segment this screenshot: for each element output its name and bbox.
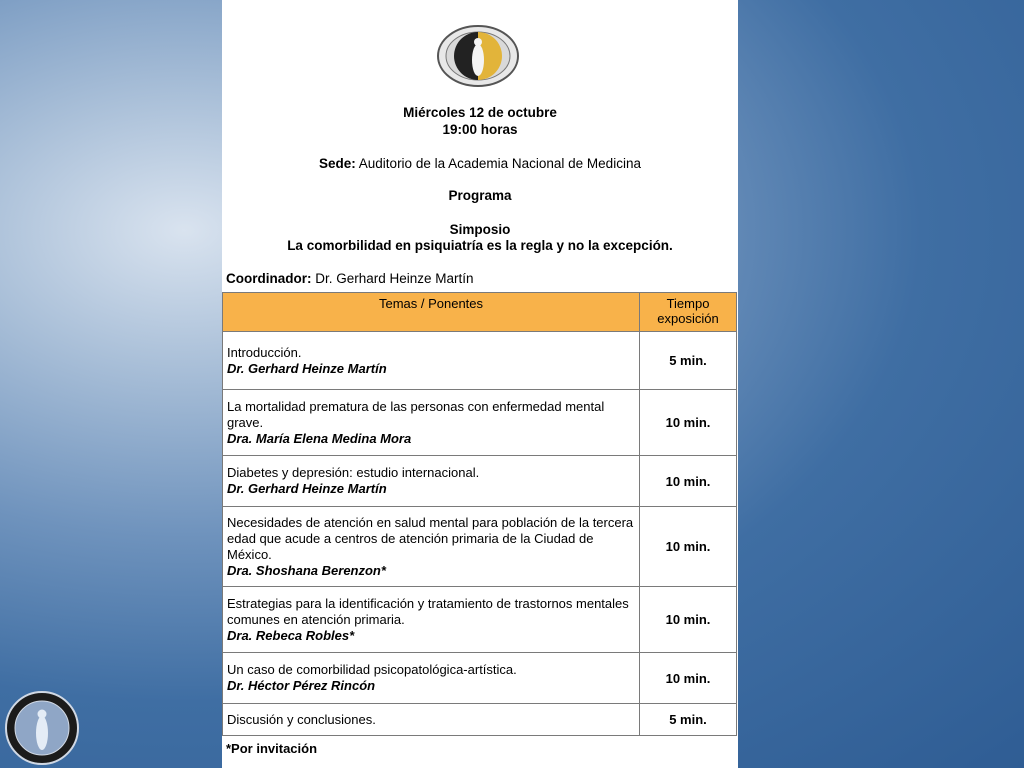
topic-text: Introducción. [227, 344, 302, 360]
duration-cell: 10 min. [640, 587, 737, 653]
table-row [223, 456, 737, 507]
table-row [223, 587, 737, 653]
coordinator-line [226, 271, 474, 286]
academy-seal-bottom-icon [4, 690, 80, 766]
coordinator-value: Dr. Gerhard Heinze Martín [311, 271, 474, 286]
topic-cell [223, 332, 640, 390]
table-header-row [223, 293, 737, 332]
duration-cell: 5 min. [640, 332, 737, 390]
symposium-heading: Simposio [449, 222, 511, 237]
table-row [223, 507, 737, 587]
column-header-topics: Temas / Ponentes [223, 293, 640, 332]
table-row [223, 332, 737, 390]
topic-text: Discusión y conclusiones. [227, 711, 376, 727]
venue-value: Auditorio de la Academia Nacional de Medicina [355, 156, 641, 171]
venue-line [222, 155, 738, 172]
column-header-time-line2: exposición [657, 311, 719, 326]
topic-text: Necesidades de atención en salud mental para población de la tercera edad que acude a centros de atención primaria de la Ciudad de México. [227, 514, 634, 562]
event-time: 19:00 horas [442, 122, 518, 137]
topic-cell [223, 704, 640, 736]
topic-text: Diabetes y depresión: estudio internacional. [227, 465, 480, 480]
duration-cell: 10 min. [640, 390, 737, 456]
speaker-name: Dra. María Elena Medina Mora [227, 430, 412, 446]
speaker-name: Dra. Shoshana Berenzon* [227, 562, 386, 578]
column-header-time-line1: Tiempo [666, 296, 710, 311]
duration-cell: 10 min. [640, 507, 737, 587]
topic-cell [223, 587, 640, 653]
topic-cell [223, 507, 640, 587]
table-row [223, 653, 737, 704]
program-sheet [222, 0, 738, 768]
topic-cell [223, 653, 640, 704]
coordinator-label: Coordinador: [226, 271, 312, 286]
speaker-name: Dr. Gerhard Heinze Martín [227, 481, 387, 496]
footnote: *Por invitación [226, 741, 318, 756]
topic-text: Un caso de comorbilidad psicopatológica-artística. [227, 662, 517, 677]
topic-cell [223, 390, 640, 456]
speaker-name: Dr. Gerhard Heinze Martín [227, 360, 387, 376]
column-header-time [640, 293, 737, 332]
program-table [222, 292, 737, 736]
table-row [223, 704, 737, 736]
speaker-name: Dr. Héctor Pérez Rincón [227, 678, 376, 693]
duration-cell: 10 min. [640, 653, 737, 704]
topic-text: Estrategias para la identificación y tratamiento de trastornos mentales comunes en atención primaria. [227, 595, 629, 627]
table-row [223, 390, 737, 456]
topic-cell [223, 456, 640, 507]
speaker-name: Dra. Rebeca Robles* [227, 627, 355, 643]
venue-label: Sede: [319, 156, 356, 171]
academy-seal-icon [436, 24, 520, 88]
program-heading: Programa [448, 188, 512, 203]
duration-cell: 5 min. [640, 704, 737, 736]
duration-cell: 10 min. [640, 456, 737, 507]
event-date: Miércoles 12 de octubre [403, 105, 557, 120]
topic-text: La mortalidad prematura de las personas con enfermedad mental grave. [227, 398, 605, 430]
symposium-title: La comorbilidad en psiquiatría es la regla y no la excepción. [287, 238, 673, 253]
